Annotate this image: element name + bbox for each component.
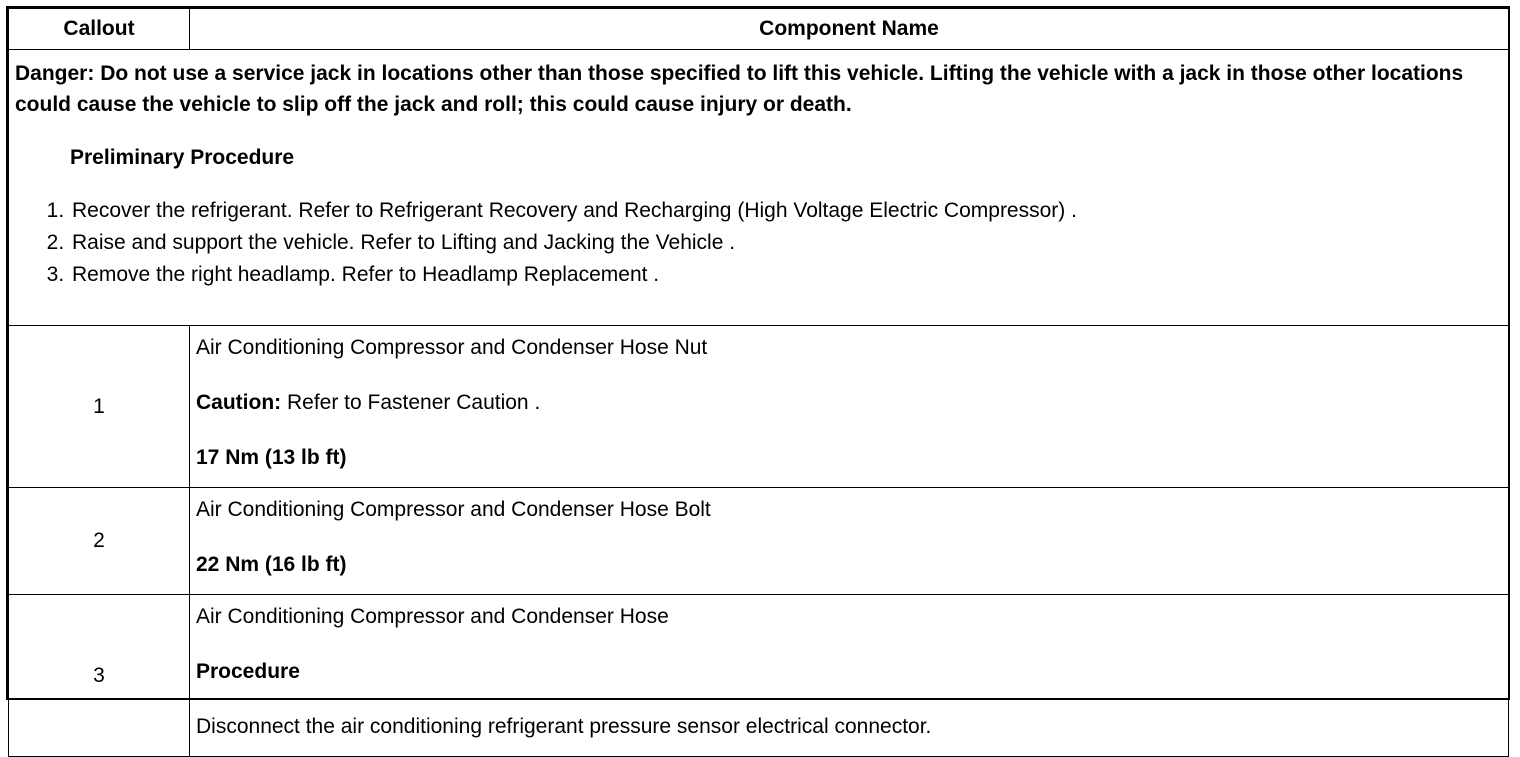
danger-cell <box>9 50 1509 326</box>
table-row <box>9 326 1509 488</box>
component-name: Air Conditioning Compressor and Condenser Hose Nut <box>196 336 708 359</box>
procedure-table <box>8 8 1509 757</box>
danger-text: Do not use a service jack in locations other than those specified to lift this vehicle. Lifting the vehicle with a jack in those other locations could cause the vehicle to slip off the jack and roll; this could cause injury or death. <box>15 62 1464 116</box>
component-name: Air Conditioning Compressor and Condenser Hose <box>196 605 669 628</box>
preliminary-step: 2. Raise and support the vehicle. Refer to Lifting and Jacking the Vehicle . <box>70 227 1502 259</box>
header-component-name: Component Name <box>190 9 1509 50</box>
component-cell <box>190 595 1509 757</box>
preliminary-steps-list <box>15 195 1502 291</box>
caution-label: Caution: <box>196 391 282 414</box>
header-row <box>9 9 1509 50</box>
procedure-label: Procedure <box>196 660 300 683</box>
preliminary-procedure-title: Preliminary Procedure <box>70 146 295 169</box>
procedure-table-frame <box>6 6 1510 738</box>
danger-label: Danger: <box>15 62 95 85</box>
callout-cell: 1 <box>9 326 190 488</box>
torque-spec: 22 Nm (16 lb ft) <box>196 553 347 576</box>
danger-row <box>9 50 1509 326</box>
header-callout: Callout <box>9 9 190 50</box>
component-cell <box>190 326 1509 488</box>
procedure-text: Disconnect the air conditioning refrigerant pressure sensor electrical connector. <box>196 715 932 738</box>
caution-note <box>196 387 1502 418</box>
preliminary-step: 1. Recover the refrigerant. Refer to Refrigerant Recovery and Recharging (High Voltage Electric Compressor) . <box>70 195 1502 227</box>
danger-notice <box>15 58 1502 120</box>
component-name: Air Conditioning Compressor and Condenser Hose Bolt <box>196 498 711 521</box>
table-row <box>9 595 1509 757</box>
component-cell <box>190 488 1509 595</box>
caution-text: Refer to Fastener Caution . <box>281 391 541 414</box>
callout-cell: 3 <box>9 595 190 757</box>
preliminary-step: 3. Remove the right headlamp. Refer to Headlamp Replacement . <box>70 259 1502 291</box>
torque-spec: 17 Nm (13 lb ft) <box>196 446 347 469</box>
table-row <box>9 488 1509 595</box>
callout-cell: 2 <box>9 488 190 595</box>
